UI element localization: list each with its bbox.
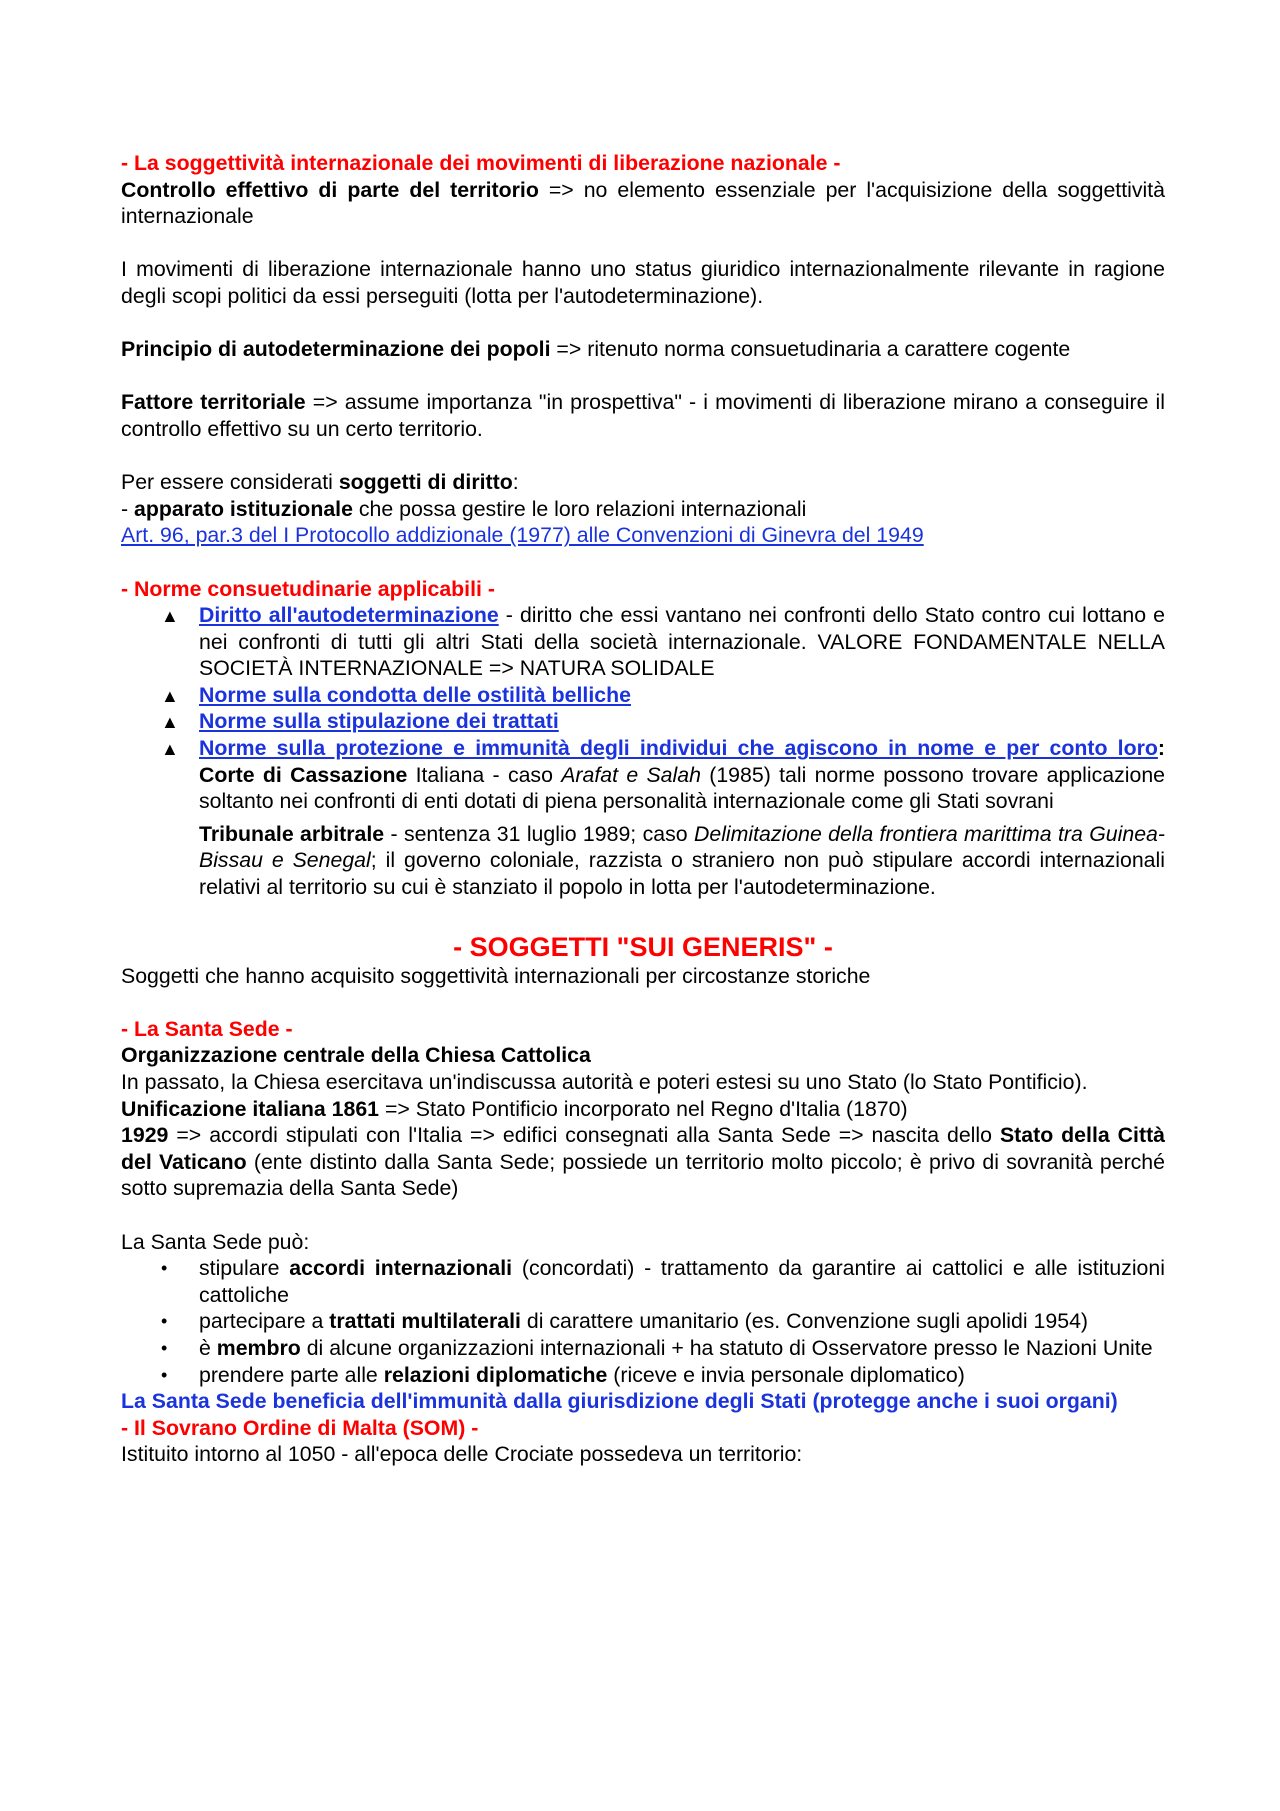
bullet-icon: • xyxy=(161,1337,168,1358)
triangle-bullet-icon: ▲ xyxy=(161,606,179,627)
bullet-icon: • xyxy=(161,1258,168,1279)
paragraph-malta-founded: Istituito intorno al 1050 - all'epoca delle Crociate possedeva un territorio: xyxy=(121,1442,803,1467)
list-item: • stipulare accordi internazionali (concordati) - trattamento da garantire ai cattolici e alle istituzioni cattoliche xyxy=(161,1256,1165,1307)
paragraph-vatican-city: 1929 => accordi stipulati con l'Italia => edifici consegnati alla Santa Sede => nascita dello Stato della Città del Vaticano (ente distinto dalla Santa Sede; possiede un territorio molto piccolo; è privo di sovranità perché sotto supremazia della Santa Sede) xyxy=(121,1123,1165,1201)
bold-term: Fattore territoriale xyxy=(121,390,306,415)
link-immunity-norms[interactable]: Norme sulla protezione e immunità degli individui che agiscono in nome e per conto loro xyxy=(199,736,1158,761)
paragraph-subjects-of-law: Per essere considerati soggetti di diritto: xyxy=(121,470,519,495)
document-page xyxy=(121,150,1165,1468)
section-title-sui-generis: - SOGGETTI "SUI GENERIS" - xyxy=(453,931,833,962)
section-title-liberation-movements: - La soggettività internazionale dei movimenti di liberazione nazionale - xyxy=(121,151,841,175)
list-item: ▲ Diritto all'autodeterminazione - diritto che essi vantano nei confronti dello Stato contro cui lottano e nei confronti di tutti gli altri Stati della società internazionale. VALORE FONDAMENTALE NELLA SOCIETÀ INTERNAZIONALE => NATURA SOLIDALE xyxy=(161,603,1165,681)
link-hostilities-conduct[interactable]: Norme sulla condotta delle ostilità belliche xyxy=(199,682,631,707)
subtitle-catholic-church: Organizzazione centrale della Chiesa Cattolica xyxy=(121,1043,591,1068)
list-item: • partecipare a trattati multilaterali di carattere umanitario (es. Convenzione sugli apolidi 1954) xyxy=(161,1309,1089,1334)
paragraph-territorial-factor: Fattore territoriale => assume importanza "in prospettiva" - i movimenti di liberazione mirano a conseguire il controllo effettivo su un certo territorio. xyxy=(121,390,1165,441)
bold-term: Principio di autodeterminazione dei popoli xyxy=(121,337,551,362)
triangle-bullet-icon: ▲ xyxy=(161,712,179,733)
list-item xyxy=(121,708,1165,735)
paragraph-holy-see-immunity: La Santa Sede beneficia dell'immunità dalla giurisdizione degli Stati (protegge anche i suoi organi) xyxy=(121,1389,1118,1414)
paragraph-self-determination: Principio di autodeterminazione dei popoli => ritenuto norma consuetudinaria a carattere cogente xyxy=(121,337,1071,362)
triangle-bullet-icon: ▲ xyxy=(161,739,179,760)
paragraph-institutional-apparatus: - apparato istituzionale che possa gestire le loro relazioni internazionali xyxy=(121,496,807,521)
paragraph-legal-status: I movimenti di liberazione internazionale hanno uno status giuridico internazionalmente rilevante in ragione degli scopi politici da essi perseguiti (lotta per l'autodeterminazione). xyxy=(121,257,1165,308)
list-item xyxy=(121,682,1165,709)
link-protocol-article[interactable]: Art. 96, par.3 del I Protocollo addizionale (1977) alle Convenzioni di Ginevra del 1949 xyxy=(121,523,924,548)
paragraph-sui-generis-intro: Soggetti che hanno acquisito soggettività internazionali per circostanze storiche xyxy=(121,963,871,988)
section-title-customary-norms: - Norme consuetudinarie applicabili - xyxy=(121,576,495,601)
paragraph-italian-unification: Unificazione italiana 1861 => Stato Pontificio incorporato nel Regno d'Italia (1870) xyxy=(121,1096,908,1121)
paragraph-holy-see-can: La Santa Sede può: xyxy=(121,1229,310,1254)
holy-see-powers-list xyxy=(121,1255,1165,1388)
link-self-determination-right[interactable]: Diritto all'autodeterminazione xyxy=(199,603,499,628)
customary-norms-list xyxy=(121,602,1165,815)
list-item: • è membro di alcune organizzazioni internazionali + ha statuto di Osservatore presso le Nazioni Unite xyxy=(161,1335,1153,1360)
list-item: • prendere parte alle relazioni diplomatiche (riceve e invia personale diplomatico) xyxy=(161,1362,965,1387)
section-title-holy-see: - La Santa Sede - xyxy=(121,1016,293,1041)
paragraph-arbitral-tribunal: Tribunale arbitrale - sentenza 31 luglio 1989; caso Delimitazione della frontiera marittima tra Guinea-Bissau e Senegal; il governo coloniale, razzista o straniero non può stipulare accordi internazionali relativi al territorio su cui è stanziato il popolo in lotta per l'autodeterminazione. xyxy=(199,821,1165,900)
list-item: ▲ Norme sulla protezione e immunità degli individui che agiscono in nome e per conto loro: Corte di Cassazione Italiana - caso Arafat e Salah (1985) tali norme possono trovare applicazione soltanto nei confronti di enti dotati di piena personalità internazionale come gli Stati sovrani xyxy=(161,736,1166,814)
triangle-bullet-icon: ▲ xyxy=(161,685,179,706)
bullet-icon: • xyxy=(161,1311,168,1332)
section-title-order-of-malta: - Il Sovrano Ordine di Malta (SOM) - xyxy=(121,1415,479,1440)
link-treaty-stipulation[interactable]: Norme sulla stipulazione dei trattati xyxy=(199,709,559,734)
paragraph-effective-control: Controllo effettivo di parte del territorio => no elemento essenziale per l'acquisizione della soggettività internazionale xyxy=(121,177,1166,229)
bold-term: Controllo effettivo di parte del territorio xyxy=(121,177,539,202)
bullet-icon: • xyxy=(161,1364,168,1385)
paragraph-past-authority: In passato, la Chiesa esercitava un'indiscussa autorità e poteri estesi su uno Stato (lo Stato Pontificio). xyxy=(121,1070,1088,1094)
